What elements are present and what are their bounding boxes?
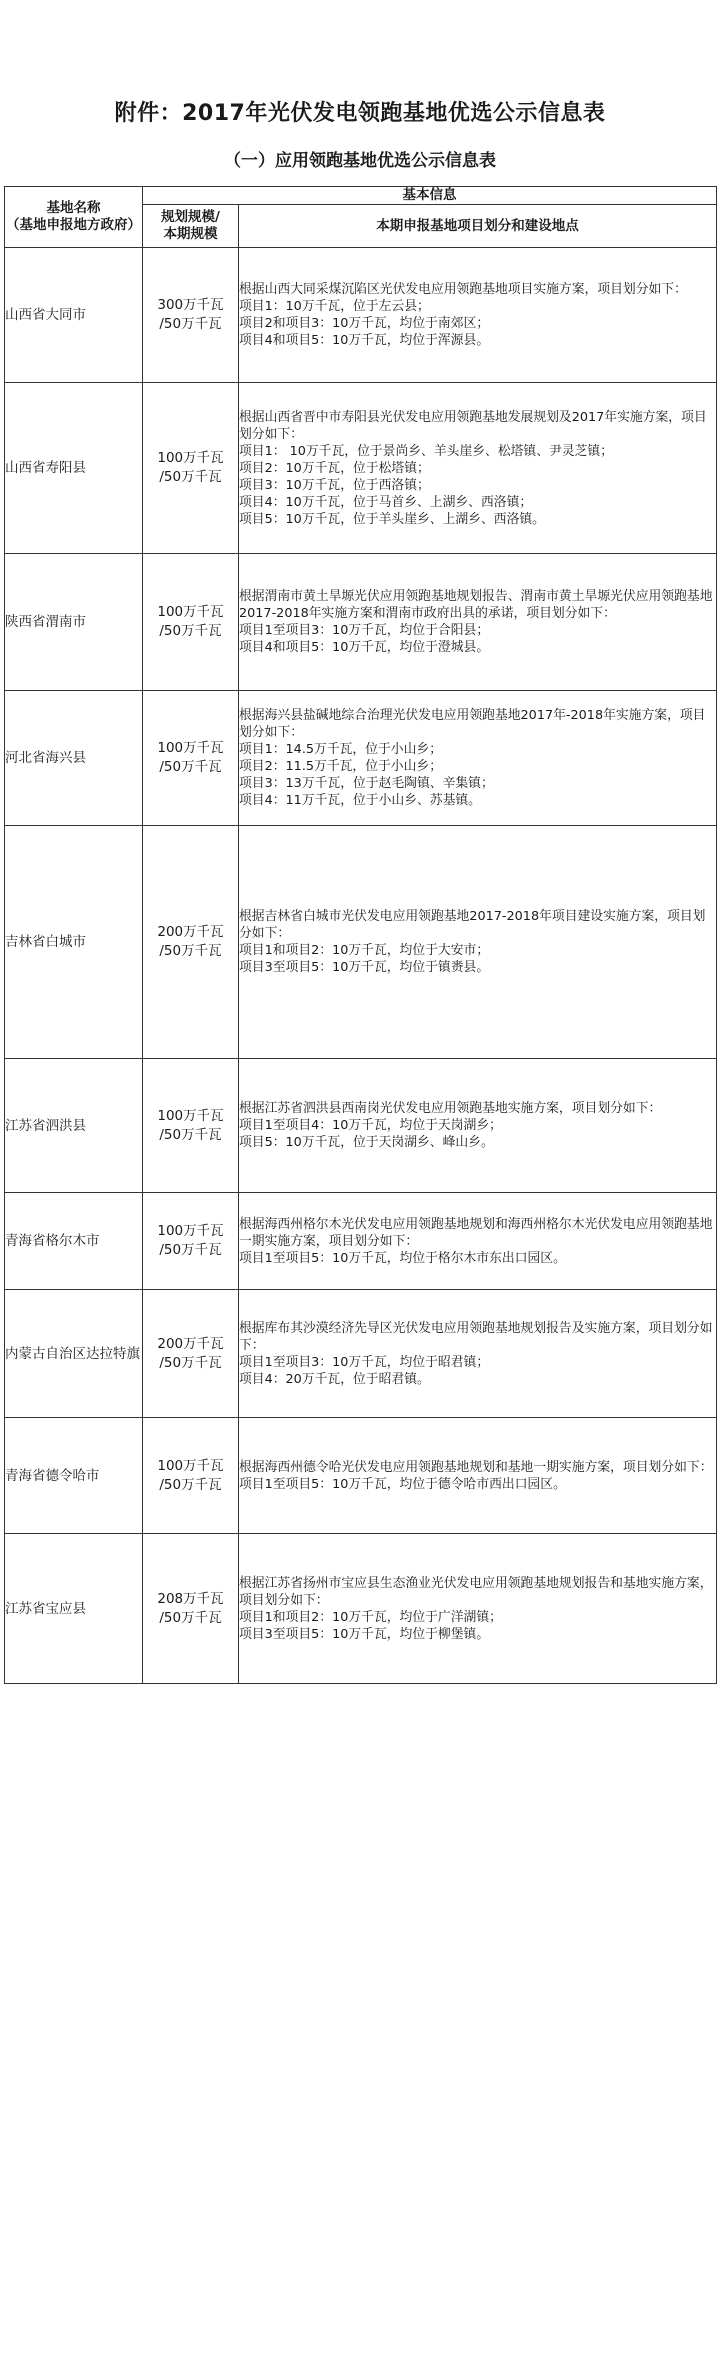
- cell-scale: 300万千瓦 /50万千瓦: [143, 248, 239, 383]
- cell-project-detail: 根据库布其沙漠经济先导区光伏发电应用领跑基地规划报告及实施方案，项目划分如下： 项目1至项目3：10万千瓦，均位于昭君镇； 项目4：20万千瓦，位于昭君镇。: [239, 1290, 717, 1418]
- table-row: [5, 1418, 717, 1534]
- info-table: [4, 186, 717, 1684]
- cell-scale: 200万千瓦 /50万千瓦: [143, 1290, 239, 1418]
- table-row: [5, 1290, 717, 1418]
- cell-region: 青海省格尔木市: [5, 1193, 143, 1290]
- cell-region: 内蒙古自治区达拉特旗: [5, 1290, 143, 1418]
- table-body: [5, 248, 717, 1684]
- column-header-scale: 规划规模/ 本期规模: [143, 205, 239, 248]
- table-row: [5, 1193, 717, 1290]
- cell-project-detail: 根据山西大同采煤沉陷区光伏发电应用领跑基地项目实施方案，项目划分如下： 项目1：10万千瓦，位于左云县； 项目2和项目3：10万千瓦，均位于南郊区； 项目4和项目5：10万千瓦，均位于浑源县。: [239, 248, 717, 383]
- cell-scale: 100万千瓦 /50万千瓦: [143, 383, 239, 554]
- cell-project-detail: 根据江苏省泗洪县西南岗光伏发电应用领跑基地实施方案，项目划分如下： 项目1至项目4：10万千瓦，均位于天岗湖乡； 项目5：10万千瓦，位于天岗湖乡、峰山乡。: [239, 1059, 717, 1193]
- cell-scale: 100万千瓦 /50万千瓦: [143, 1193, 239, 1290]
- cell-region: 河北省海兴县: [5, 691, 143, 826]
- cell-project-detail: 根据海西州格尔木光伏发电应用领跑基地规划和海西州格尔木光伏发电应用领跑基地一期实施方案，项目划分如下： 项目1至项目5：10万千瓦，均位于格尔木市东出口园区。: [239, 1193, 717, 1290]
- cell-project-detail: 根据海西州德令哈光伏发电应用领跑基地规划和基地一期实施方案，项目划分如下： 项目1至项目5：10万千瓦，均位于德令哈市西出口园区。: [239, 1418, 717, 1534]
- cell-region: 青海省德令哈市: [5, 1418, 143, 1534]
- cell-region: 江苏省宝应县: [5, 1534, 143, 1684]
- cell-project-detail: 根据江苏省扬州市宝应县生态渔业光伏发电应用领跑基地规划报告和基地实施方案，项目划分如下： 项目1和项目2：10万千瓦，均位于广洋湖镇； 项目3至项目5：10万千瓦，均位于柳堡镇。: [239, 1534, 717, 1684]
- cell-project-detail: 根据山西省晋中市寿阳县光伏发电应用领跑基地发展规划及2017年实施方案，项目划分如下： 项目1： 10万千瓦，位于景尚乡、羊头崖乡、松塔镇、尹灵芝镇； 项目2：10万千瓦，位于松塔镇； 项目3：10万千瓦，位于西洛镇； 项目4：10万千瓦，位于马首乡、上湖乡、西洛镇； 项目5：10万千瓦，位于羊头崖乡、上湖乡、西洛镇。: [239, 383, 717, 554]
- cell-scale: 100万千瓦 /50万千瓦: [143, 1418, 239, 1534]
- cell-scale: 208万千瓦 /50万千瓦: [143, 1534, 239, 1684]
- column-group-basic-info: 基本信息: [143, 187, 717, 205]
- section-title: （一）应用领跑基地优选公示信息表: [224, 151, 496, 171]
- table-row: [5, 383, 717, 554]
- cell-region: 吉林省白城市: [5, 826, 143, 1059]
- table-row: [5, 826, 717, 1059]
- table-row: [5, 1534, 717, 1684]
- table-row: [5, 554, 717, 691]
- cell-region: 江苏省泗洪县: [5, 1059, 143, 1193]
- cell-project-detail: 根据吉林省白城市光伏发电应用领跑基地2017-2018年项目建设实施方案，项目划分如下： 项目1和项目2：10万千瓦，均位于大安市； 项目3至项目5：10万千瓦，均位于镇赉县。: [239, 826, 717, 1059]
- cell-region: 山西省寿阳县: [5, 383, 143, 554]
- table-row: [5, 691, 717, 826]
- table-row: [5, 1059, 717, 1193]
- cell-region: 陕西省渭南市: [5, 554, 143, 691]
- cell-project-detail: 根据渭南市黄土旱塬光伏应用领跑基地规划报告、渭南市黄土旱塬光伏应用领跑基地2017-2018年实施方案和渭南市政府出具的承诺，项目划分如下： 项目1至项目3：10万千瓦，均位于合阳县； 项目4和项目5：10万千瓦，均位于澄城县。: [239, 554, 717, 691]
- table-header: [5, 187, 717, 248]
- cell-scale: 100万千瓦 /50万千瓦: [143, 1059, 239, 1193]
- cell-region: 山西省大同市: [5, 248, 143, 383]
- cell-scale: 100万千瓦 /50万千瓦: [143, 691, 239, 826]
- table-row: [5, 248, 717, 383]
- page-title: 附件：2017年光伏发电领跑基地优选公示信息表: [114, 101, 606, 126]
- column-header-detail: 本期申报基地项目划分和建设地点: [239, 205, 717, 248]
- cell-scale: 200万千瓦 /50万千瓦: [143, 826, 239, 1059]
- column-header-name: 基地名称 （基地申报地方政府）: [5, 187, 143, 248]
- cell-scale: 100万千瓦 /50万千瓦: [143, 554, 239, 691]
- cell-project-detail: 根据海兴县盐碱地综合治理光伏发电应用领跑基地2017年-2018年实施方案，项目划分如下： 项目1：14.5万千瓦，位于小山乡； 项目2：11.5万千瓦，位于小山乡； 项目3：13万千瓦，位于赵毛陶镇、辛集镇； 项目4：11万千瓦，位于小山乡、苏基镇。: [239, 691, 717, 826]
